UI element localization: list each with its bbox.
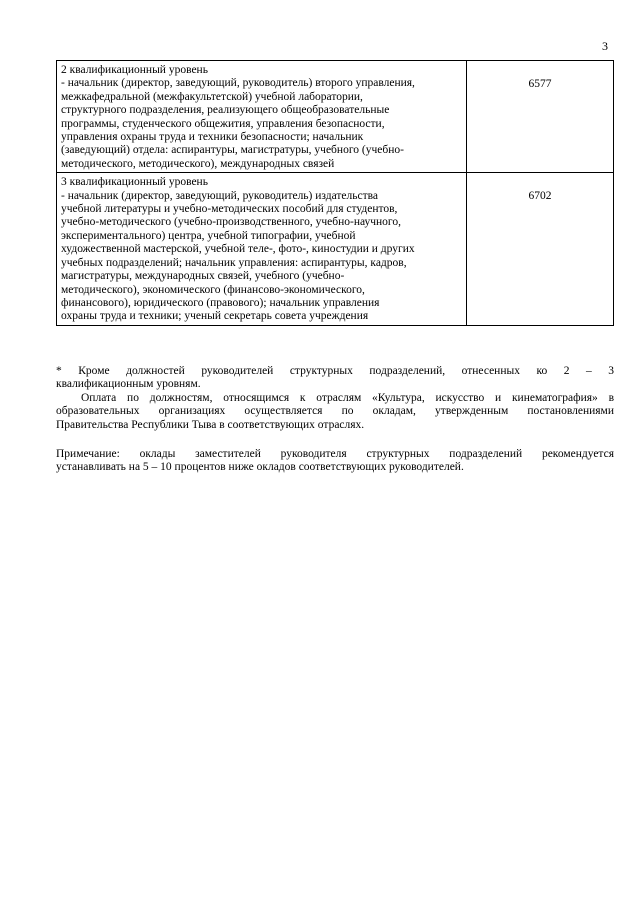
position-line: экспериментального) центра, учебной типографии, учебной — [61, 229, 356, 242]
payment-line: Оплата по должностям, относящимся к отраслям «Культура, искусство и кинематография» в — [81, 392, 614, 404]
position-line: структурного подразделения, реализующего общеобразовательные — [61, 104, 390, 117]
salary-cell: 6702 — [467, 173, 614, 325]
position-line: - начальник (директор, заведующий, руководитель) второго управления, — [61, 77, 415, 90]
position-cell — [57, 61, 467, 173]
position-line: межкафедральной (межфакультетской) учебной лаборатории, — [61, 90, 363, 103]
position-line: программы, студенческого общежития, управления безопасности, — [61, 117, 385, 130]
position-line: методического), экономического (финансово-экономического, — [61, 283, 365, 296]
salary-cell: 6577 — [467, 61, 614, 173]
position-line: магистратуры, международных связей, учебного (учебно- — [61, 270, 345, 283]
footnote-line: * Кроме должностей руководителей структурных подразделений, отнесенных ко 2 – 3 — [56, 365, 614, 377]
position-line: учебно-методического (учебно-производственного, учебно-научного, — [61, 216, 401, 229]
position-line: (заведующий) отдела: аспирантуры, магистратуры, учебного (учебно- — [61, 144, 404, 157]
payment-line: Правительства Республики Тыва в соответствующих отраслях. — [56, 418, 365, 431]
salary-table — [56, 60, 614, 326]
position-line: учебной литературы и учебно-методических пособий для студентов, — [61, 203, 398, 216]
table-row — [57, 173, 614, 325]
footnote — [56, 365, 614, 392]
position-line: управления охраны труда и техники безопасности; начальник — [61, 131, 364, 144]
payment-paragraph — [56, 392, 614, 432]
page-number: 3 — [602, 39, 608, 53]
position-line: 2 квалификационный уровень — [61, 64, 208, 76]
table-row — [57, 61, 614, 173]
payment-line: образовательных организациях осуществляется по окладам, утвержденным постановлениями — [56, 405, 614, 418]
position-line: финансового), юридического (правового); начальник управления — [61, 296, 380, 309]
footnote-line: квалификационным уровням. — [56, 378, 201, 391]
note-paragraph — [56, 448, 614, 475]
position-cell — [57, 173, 467, 325]
position-line: учебных подразделений; начальник управления: аспирантуры, кадров, — [61, 256, 407, 269]
position-line: охраны труда и техники; ученый секретарь совета учреждения — [61, 310, 369, 323]
position-line: методического, методического), международных связей — [61, 157, 335, 170]
position-line: - начальник (директор, заведующий, руководитель) издательства — [61, 189, 379, 202]
note-line: устанавливать на 5 – 10 процентов ниже окладов соответствующих руководителей. — [56, 461, 464, 474]
position-line: художественной мастерской, учебной теле-, фото-, киностудии и других — [61, 243, 415, 256]
position-line: 3 квалификационный уровень — [61, 176, 208, 189]
note-line: Примечание: оклады заместителей руководителя структурных подразделений рекомендуется — [56, 448, 614, 460]
